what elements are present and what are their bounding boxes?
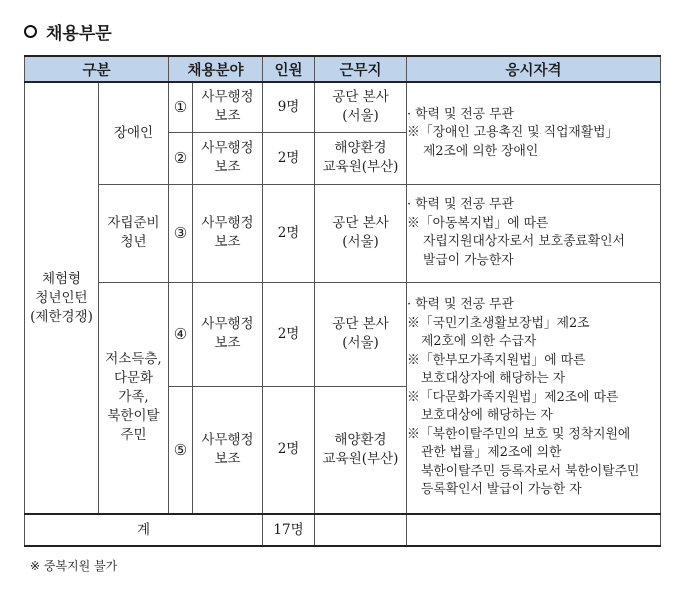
field-cell [193,386,263,514]
table-row [25,184,661,282]
field-cell [193,184,263,282]
location-cell [315,132,407,184]
qualification-cell [407,282,661,514]
header-qualification: 응시자격 [407,56,661,82]
location-label: 해양환경 교육원(부산) [322,140,399,175]
qualification-cell [407,184,661,282]
group-label: 장애인 [113,124,154,141]
field-label: 사무행정 보조 [201,140,254,175]
group-label: 저소득층, 다문화 가족, 북한이탈 주민 [105,351,162,444]
row-number: ① [169,82,193,132]
qualification-line: ※「아동복지법」에 따른 [407,215,549,231]
field-label: 사무행정 보조 [201,215,254,250]
qualification-line: 북한이탈주민 등록자로서 북한이탈주민 [421,463,640,479]
qualification-line: · 학력 및 전공 무관 [407,106,514,122]
row-number: ⑤ [169,386,193,514]
count-cell: 2명 [263,282,315,386]
total-count: 17명 [263,514,315,546]
qualification-line: ※「국민기초생활보장법」제2조 [407,315,590,331]
qualification-line: ※「북한이탈주민의 보호 및 정착지원에 [407,426,631,442]
recruitment-table [24,55,661,547]
field-cell [193,132,263,184]
header-field: 채용분야 [169,56,263,82]
total-label: 계 [25,514,263,546]
field-label: 사무행정 보조 [201,431,254,467]
location-cell [315,82,407,132]
row-number: ④ [169,282,193,386]
count-cell: 2명 [263,132,315,184]
qualification-line: ※「한부모가족지원법」에 따른 [407,352,586,368]
total-empty-cell [407,514,661,546]
count-cell: 9명 [263,82,315,132]
qualification-cell [407,82,661,184]
qualification-line: · 학력 및 전공 무관 [407,197,514,212]
field-cell [193,282,263,386]
qualification-line: 보호대상에 해당하는 자 [421,408,553,423]
location-label: 공단 본사 (서울) [332,316,389,351]
qualification-line: 발급이 가능한자 [423,252,514,268]
header-count: 인원 [263,56,315,82]
table-header-row [25,56,661,82]
total-empty-cell [315,514,407,546]
location-label: 공단 본사 (서울) [332,89,389,125]
qualification-line: 자립지원대상자로서 보호종료확인서 [423,234,625,249]
location-cell [315,282,407,386]
count-cell: 2명 [263,386,315,514]
qualification-line: ※「장애인 고용촉진 및 직업재활법」 [407,125,619,140]
total-row [25,514,661,546]
row-number: ③ [169,184,193,282]
footnote: ※ 중복지원 불가 [30,559,118,573]
program-label: 체험형 청년인턴 (제한경쟁) [30,270,93,325]
group-cell-disabled [99,82,169,184]
location-cell [315,386,407,514]
qualification-line: 제2조에 의한 장애인 [423,143,539,159]
table-row [25,282,661,386]
row-number: ② [169,132,193,184]
location-label: 해양환경 교육원(부산) [322,431,399,467]
qualification-line: 보호대상자에 해당하는 자 [421,371,566,386]
count-cell: 2명 [263,184,315,282]
location-cell [315,184,407,282]
qualification-line: · 학력 및 전공 무관 [407,297,514,312]
qualification-line: 관한 법률」제2조에 의한 [421,445,562,460]
field-label: 사무행정 보조 [201,316,254,351]
header-location: 근무지 [315,56,407,82]
header-category: 구분 [25,56,169,82]
field-label: 사무행정 보조 [201,89,254,125]
program-cell [25,82,99,514]
section-heading [24,14,112,48]
table-row [25,82,661,132]
field-cell [193,82,263,132]
group-cell-low-income [99,282,169,514]
group-label: 자립준비 청년 [107,215,160,250]
qualification-line: 제2호에 의한 수급자 [421,334,537,349]
section-title: 채용부문 [46,23,112,44]
group-cell-youth [99,184,169,282]
location-label: 공단 본사 (서울) [332,215,389,250]
qualification-line: 등록확인서 발급이 가능한 자 [421,482,582,497]
circle-bullet-icon [24,25,37,38]
qualification-line: ※「다문화가족지원법」제2조에 따른 [407,389,619,405]
